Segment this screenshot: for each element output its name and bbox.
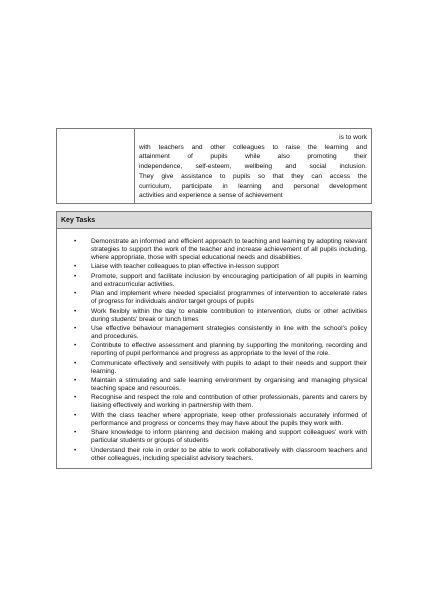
purpose-table bbox=[56, 128, 372, 204]
task-item bbox=[61, 360, 367, 376]
purpose-label-cell bbox=[57, 129, 135, 204]
key-tasks-header-row bbox=[57, 212, 372, 229]
task-item bbox=[61, 447, 367, 463]
purpose-line: independence, self-esteem, wellbeing and social inclusion. bbox=[139, 163, 367, 171]
task-item bbox=[61, 263, 367, 271]
bullet-icon: • bbox=[74, 429, 77, 437]
key-tasks-body-row bbox=[57, 229, 372, 469]
bullet-icon: • bbox=[74, 307, 77, 315]
task-text: Maintain a stimulating and safe learning environment by organising and managing physical teaching space and resources. bbox=[91, 377, 367, 393]
task-item bbox=[61, 429, 367, 445]
task-item bbox=[61, 412, 367, 428]
task-text: Recognise and respect the role and contribution of other professionals, parents and carers by liaising effectively and working in partnership with them. bbox=[91, 394, 367, 410]
task-text: Liaise with teacher colleagues to plan effective in-lesson support bbox=[91, 263, 279, 271]
bullet-icon: • bbox=[74, 324, 77, 332]
purpose-line: They give assistance to pupils so that they can access the bbox=[139, 172, 367, 180]
task-text: Promote, support and facilitate inclusion by encouraging participation of all pupils in learning and extracurricular activities. bbox=[91, 272, 367, 288]
task-text: Demonstrate an informed and efficient approach to teaching and learning by adopting relevant strategies to support the work of the teacher and increase achievement of all pupils including, where appropriate, those with special educational needs and disabilities. bbox=[91, 238, 367, 262]
bullet-icon: • bbox=[74, 411, 77, 419]
task-item bbox=[61, 377, 367, 393]
bullet-icon: • bbox=[74, 446, 77, 454]
purpose-line: with teachers and other colleagues to raise the learning and bbox=[139, 143, 367, 151]
purpose-line: attainment of pupils while also promoting their bbox=[139, 153, 367, 161]
task-text: Use effective behaviour management strategies consistently in line with the school's policy and procedures. bbox=[91, 324, 367, 340]
task-text: With the class teacher where appropriate, keep other professionals accurately informed of performance and progress or concerns they may have about the pupils they work with. bbox=[91, 411, 367, 427]
purpose-line: is to work bbox=[339, 134, 367, 141]
task-item bbox=[61, 273, 367, 289]
task-item bbox=[61, 238, 367, 262]
bullet-icon: • bbox=[74, 342, 77, 350]
bullet-icon: • bbox=[74, 394, 77, 402]
key-tasks-table bbox=[56, 211, 372, 469]
task-text: Work flexibly within the day to enable contribution to intervention, clubs or other activities during students' break or lunch times bbox=[91, 307, 367, 323]
task-text: Understand their role in order to be able to work collaboratively with classroom teachers and other colleagues, including specialist advisory teachers. bbox=[91, 446, 367, 462]
bullet-icon: • bbox=[74, 272, 77, 280]
task-text: Communicate effectively and sensitively with pupils to adapt to their needs and support their learning. bbox=[91, 359, 367, 375]
task-item bbox=[61, 342, 367, 358]
task-text: Share knowledge to inform planning and decision making and support colleagues' work with particular students or groups of students bbox=[91, 429, 367, 445]
task-text: Contribute to effective assessment and planning by supporting the monitoring, recording and reporting of pupil performance and progress as appropriate to the level of the role. bbox=[91, 342, 367, 358]
key-tasks-list bbox=[61, 238, 367, 463]
bullet-icon: • bbox=[74, 377, 77, 384]
task-item bbox=[61, 394, 367, 410]
bullet-icon: • bbox=[74, 359, 77, 367]
bullet-icon: • bbox=[74, 238, 77, 245]
task-text: Plan and implement where needed specialist programmes of intervention to accelerate rates of progress for individuals and/or target groups of pupils bbox=[91, 290, 367, 306]
purpose-line: activities and experience a sense of achievement bbox=[139, 192, 283, 200]
purpose-row bbox=[57, 129, 372, 204]
task-item bbox=[61, 290, 367, 306]
task-item bbox=[61, 308, 367, 324]
bullet-icon: • bbox=[74, 290, 77, 298]
purpose-line: curriculum, participate in learning and personal development bbox=[139, 182, 367, 190]
key-tasks-heading: Key Tasks bbox=[57, 212, 372, 229]
key-tasks-body bbox=[57, 229, 372, 469]
purpose-text-cell bbox=[135, 129, 372, 204]
bullet-icon: • bbox=[74, 263, 77, 271]
purpose-text bbox=[135, 129, 371, 203]
task-item bbox=[61, 325, 367, 341]
